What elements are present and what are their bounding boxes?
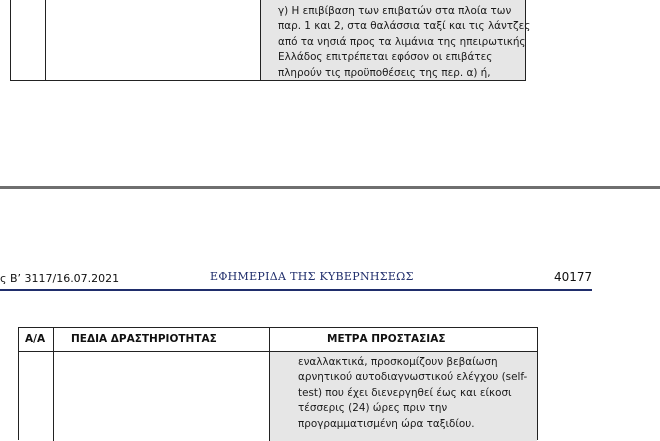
- column-header-protection-measures: ΜΕΤΡΑ ΠΡΟΣΤΑΣΙΑΣ: [327, 333, 446, 345]
- page-separator: [0, 186, 660, 189]
- table-cell-field: [46, 0, 261, 80]
- header-rule: [0, 289, 592, 291]
- text-line: εναλλακτικά, προσκομίζουν βεβαίωση: [298, 356, 498, 368]
- measures-text: [298, 355, 534, 432]
- text-line: τέσσερις (24) ώρες πριν την: [298, 402, 448, 415]
- page-number: 40177: [554, 270, 593, 284]
- column-header-activity-fields: ΠΕΔΙΑ ΔΡΑΣΤΗΡΙΟΤΗΤΑΣ: [71, 333, 217, 345]
- text-line: παρ. 1 και 2, στα θαλάσσια ταξί και τις λάντζες: [278, 20, 531, 33]
- issue-reference: ς Β’ 3117/16.07.2021: [0, 272, 120, 285]
- text-line: Ελλάδος επιτρέπεται εφόσον οι επιβάτες: [278, 51, 493, 64]
- text-line: προγραμματισμένη ώρα ταξιδίου.: [298, 417, 475, 430]
- text-line: αρνητικού αυτοδιαγνωστικού ελέγχου (self-: [298, 371, 528, 384]
- header-row-divider: [19, 351, 537, 352]
- column-divider: [53, 328, 54, 441]
- text-line: γ) Η επιβίβαση των επιβατών στα πλοία των: [278, 5, 512, 17]
- text-line: test) που έχει διενεργηθεί έως και είκοσι: [298, 386, 512, 399]
- column-divider: [269, 328, 270, 441]
- measures-text-previous: [278, 4, 531, 81]
- gazette-title: ΕΦΗΜΕΡΙΔΑ ΤΗΣ ΚΥΒΕΡΝΗΣΕΩΣ: [210, 270, 414, 283]
- table-cell-aa: [11, 0, 46, 80]
- text-line: πληρούν τις προϋποθέσεις της περ. α) ή,: [278, 66, 491, 79]
- column-header-aa: Α/Α: [25, 333, 46, 345]
- text-line: από τα νησιά προς τα λιμάνια της ηπειρωτικής: [278, 35, 526, 48]
